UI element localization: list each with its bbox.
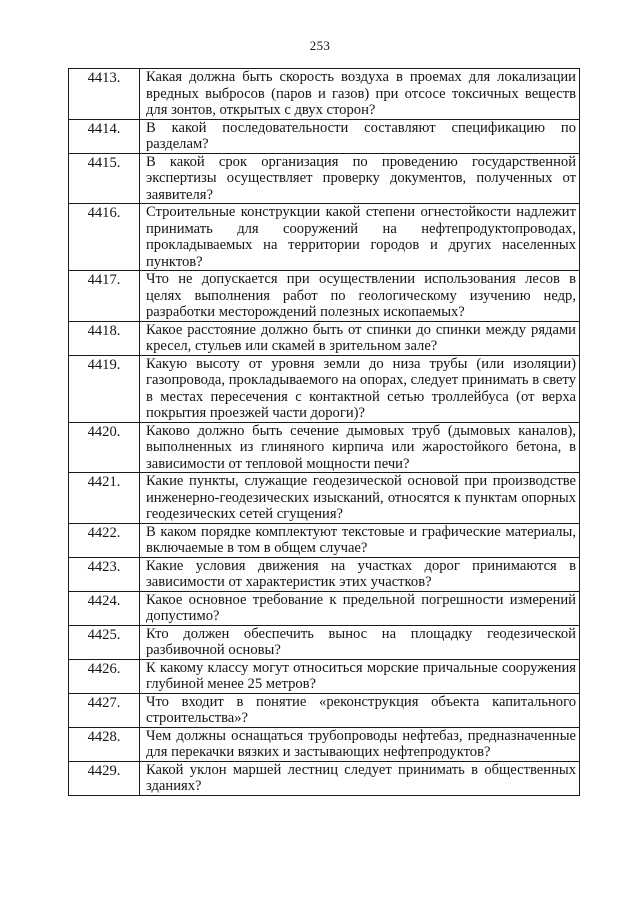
question-number: 4422. (69, 523, 140, 557)
question-text: Какие пункты, служащие геодезической основой при производстве инженерно-геодезических изысканий, относятся к пунктам опорных геодезических сетей сгущения? (140, 473, 580, 524)
question-number: 4415. (69, 153, 140, 204)
question-text: Что не допускается при осуществлении использования лесов в целях выполнения работ по геологическому изучению недр, разработки месторождений полезных ископаемых? (140, 271, 580, 322)
question-text: В каком порядке комплектуют текстовые и графические материалы, включаемые в том в общем случае? (140, 523, 580, 557)
question-row (69, 473, 580, 524)
question-text: Каково должно быть сечение дымовых труб (дымовых каналов), выполненных из глиняного кирпича или жаростойкого бетона, в зависимости от тепловой мощности печи? (140, 422, 580, 473)
question-number: 4428. (69, 727, 140, 761)
question-text: Какое основное требование к предельной погрешности измерений допустимо? (140, 591, 580, 625)
question-row (69, 523, 580, 557)
question-number: 4426. (69, 659, 140, 693)
question-text: Какой уклон маршей лестниц следует принимать в общественных зданиях? (140, 761, 580, 795)
question-text: Кто должен обеспечить вынос на площадку геодезической разбивочной основы? (140, 625, 580, 659)
question-text: В какой последовательности составляют спецификацию по разделам? (140, 119, 580, 153)
question-row (69, 271, 580, 322)
question-number: 4424. (69, 591, 140, 625)
question-text: В какой срок организация по проведению государственной экспертизы осуществляет проверку документов, полученных от заявителя? (140, 153, 580, 204)
question-number: 4419. (69, 355, 140, 422)
question-number: 4425. (69, 625, 140, 659)
question-row (69, 355, 580, 422)
question-row (69, 557, 580, 591)
question-number: 4416. (69, 204, 140, 271)
question-text: К какому классу могут относиться морские причальные сооружения глубиной менее 25 метров? (140, 659, 580, 693)
page-number: 253 (309, 38, 331, 53)
question-text: Какая должна быть скорость воздуха в проемах для локализации вредных выбросов (паров и газов) при отсосе токсичных веществ для зонтов, открытых с двух сторон? (140, 69, 580, 120)
question-number: 4413. (69, 69, 140, 120)
question-text: Какие условия движения на участках дорог принимаются в зависимости от характеристик этих участков? (140, 557, 580, 591)
question-number: 4429. (69, 761, 140, 795)
question-text: Чем должны оснащаться трубопроводы нефтебаз, предназначенные для перекачки вязких и застывающих нефтепродуктов? (140, 727, 580, 761)
question-row (69, 693, 580, 727)
question-row (69, 659, 580, 693)
question-row (69, 422, 580, 473)
question-row (69, 321, 580, 355)
questions-table (68, 68, 580, 796)
question-number: 4418. (69, 321, 140, 355)
question-text: Строительные конструкции какой степени огнестойкости надлежит принимать для сооружений на нефтепродуктопроводах, прокладываемых на территории городов и других населенных пунктов? (140, 204, 580, 271)
question-row (69, 69, 580, 120)
question-number: 4417. (69, 271, 140, 322)
question-row (69, 761, 580, 795)
question-row (69, 204, 580, 271)
question-number: 4420. (69, 422, 140, 473)
question-text: Какое расстояние должно быть от спинки до спинки между рядами кресел, стульев или скамей в зрительном зале? (140, 321, 580, 355)
question-number: 4414. (69, 119, 140, 153)
question-row (69, 153, 580, 204)
question-number: 4427. (69, 693, 140, 727)
question-number: 4423. (69, 557, 140, 591)
question-number: 4421. (69, 473, 140, 524)
question-row (69, 591, 580, 625)
question-row (69, 727, 580, 761)
question-text: Какую высоту от уровня земли до низа трубы (или изоляции) газопровода, прокладываемого на опорах, следует принимать в свету в местах пересечения с контактной сетью троллейбуса (от верха покрытия проезжей части дороги)? (140, 355, 580, 422)
question-text: Что входит в понятие «реконструкция объекта капитального строительства»? (140, 693, 580, 727)
question-row (69, 625, 580, 659)
questions-table-body (69, 69, 580, 796)
question-row (69, 119, 580, 153)
